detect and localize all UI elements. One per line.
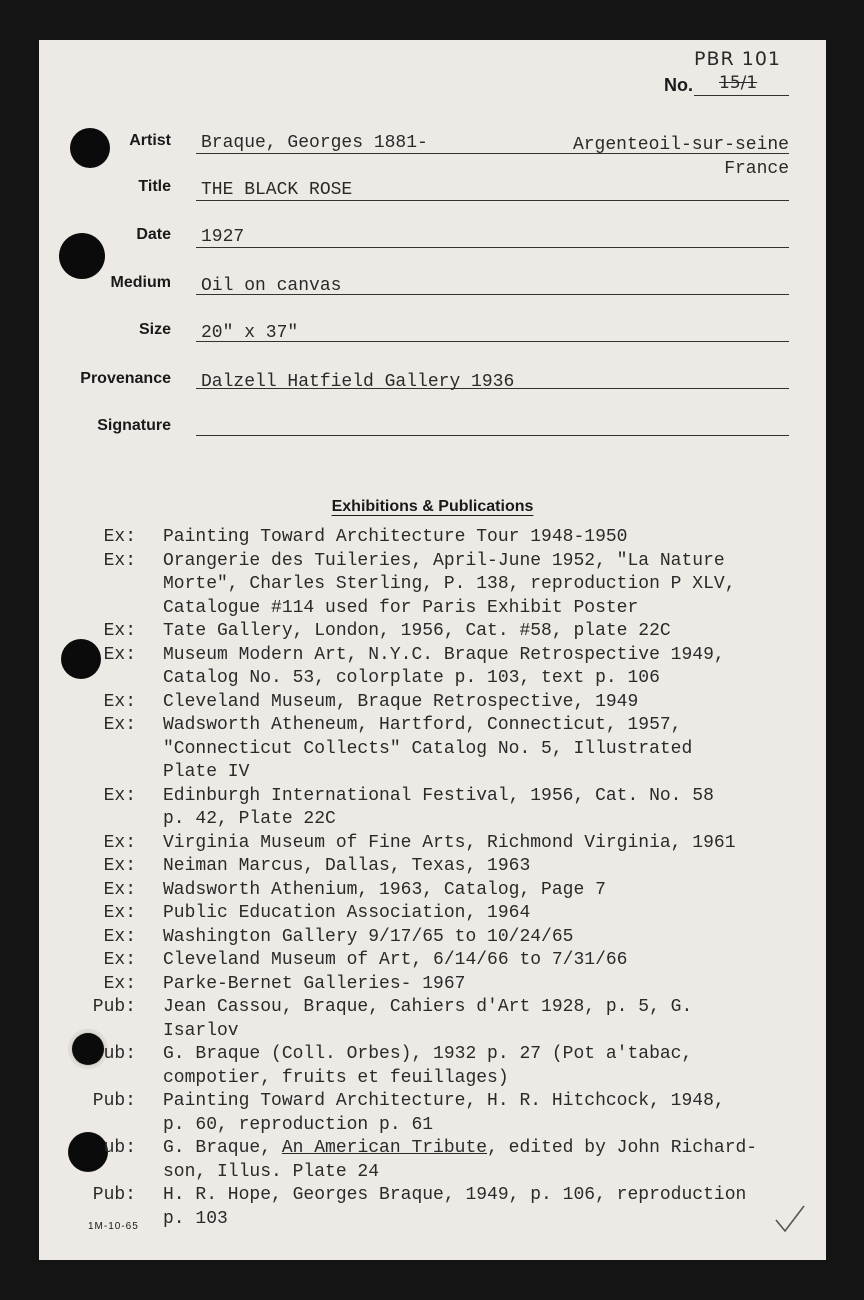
entry-prefix: Ex: [103,950,136,970]
entry-row-continuation [39,1162,826,1186]
entry-prefix: Ex: [103,879,136,900]
entry-row [39,715,826,739]
entry-row [39,1138,826,1162]
section-title: Exhibitions & Publications [331,498,534,515]
entry-prefix: Ex: [103,550,136,571]
entry-text: Painting Toward Architecture Tour 1948-1950 [163,527,628,547]
entry-prefix: Ex: [103,926,136,947]
entry-row-continuation [39,574,826,598]
entry-prefix: Ex: [103,715,136,735]
entry-row-continuation [39,762,826,786]
entry-text: Public Education Association, 1964 [163,903,531,923]
medium-label: Medium [110,274,171,291]
entry-text: Museum Modern Art, N.Y.C. Braque Retrospective 1949, [163,644,725,665]
entry-text: Cleveland Museum of Art, 6/14/66 to 7/31/66 [163,950,628,970]
entry-row [39,621,826,645]
card-number-label: No. [664,75,693,95]
card-number-current: PBR 101 [694,48,781,70]
entry-text: Parke-Bernet Galleries- 1967 [163,973,466,994]
entry-prefix: Ex: [103,903,136,923]
entry-text: p. 60, reproduction p. 61 [163,1114,434,1135]
size-label: Size [138,321,171,338]
entry-row-continuation [39,1021,826,1045]
entry-row [39,950,826,974]
check-mark-icon [773,1204,807,1234]
entry-text: son, Illus. Plate 24 [163,1161,380,1182]
entry-row-continuation [39,739,826,763]
entry-row-continuation [39,809,826,833]
entry-text: G. Braque (Coll. Orbes), 1932 p. 27 (Pot a'tabac, [163,1044,693,1064]
entry-text: p. 103 [163,1208,228,1229]
entry-prefix: Ex: [103,691,136,712]
entry-text: "Connecticut Collects" Catalog No. 5, Illustrated [163,738,693,759]
entry-prefix: Ex: [103,973,136,994]
entry-row-continuation [39,668,826,692]
provenance-rule [196,388,789,389]
entry-row-continuation [39,1068,826,1092]
date-label: Date [136,226,171,243]
entry-row [39,927,826,951]
entry-row [39,1044,826,1068]
entry-row-continuation [39,1209,826,1233]
entry-text: Edinburgh International Festival, 1956, Cat. No. 58 [163,785,714,806]
entry-text: Isarlov [163,1020,239,1041]
signature-rule [196,435,789,436]
entry-text: H. R. Hope, Georges Braque, 1949, p. 106, reproduction [163,1185,747,1205]
title-rule [196,200,789,201]
entry-prefix: Ex: [103,527,136,547]
entry-text: Plate IV [163,762,250,782]
entry-row [39,1091,826,1115]
entry-row [39,527,826,551]
entry-row [39,786,826,810]
entry-row [39,880,826,904]
entry-prefix: ub: [103,1044,136,1064]
entry-row [39,1185,826,1209]
entry-text: Wadsworth Atheneum, Hartford, Connecticut, 1957, [163,715,682,735]
size-value: 20" x 37" [201,323,299,343]
footer-code: 1M-10-65 [88,1221,139,1232]
provenance-value: Dalzell Hatfield Gallery 1936 [201,372,515,392]
card-number-rule [694,95,789,96]
entry-row [39,856,826,880]
medium-value: Oil on canvas [201,276,342,296]
medium-rule [196,294,789,295]
entry-text: Jean Cassou, Braque, Cahiers d'Art 1928, p. 5, G. [163,997,693,1017]
entry-prefix: Pub: [92,1185,136,1205]
entry-text: Catalogue #114 used for Paris Exhibit Poster [163,597,639,618]
date-rule [196,247,789,248]
entry-prefix: Pub: [92,997,136,1017]
size-rule [196,341,789,342]
artist-place-line1: Argenteoil-sur-seine [572,135,789,155]
entry-text: compotier, fruits et feuillages) [163,1067,509,1088]
entry-prefix: Ex: [103,644,136,665]
entry-row [39,645,826,669]
punch-hole [70,128,110,168]
entry-text: Catalog No. 53, colorplate p. 103, text p. 106 [163,668,660,688]
artist-label: Artist [129,132,171,149]
entry-text: Orangerie des Tuileries, April-June 1952, "La Nature [163,550,725,571]
entry-row [39,692,826,716]
entry-text: Tate Gallery, London, 1956, Cat. #58, plate 22C [163,621,671,641]
catalog-card [39,40,826,1260]
entry-prefix: Ex: [103,856,136,876]
entry-prefix: Ex: [103,832,136,853]
entry-text: Wadsworth Athenium, 1963, Catalog, Page 7 [163,879,606,900]
entry-text: p. 42, Plate 22C [163,809,336,829]
entry-text: Morte", Charles Sterling, P. 138, reproduction P XLV, [163,574,736,594]
entry-text: Virginia Museum of Fine Arts, Richmond Virginia, 1961 [163,832,736,853]
artist-value: Braque, Georges 1881- [201,133,428,153]
provenance-label: Provenance [80,370,171,387]
entry-text: G. Braque, An American Tribute, edited by John Richard- [163,1138,758,1158]
entry-row-continuation [39,598,826,622]
entry-prefix: Pub: [92,1091,136,1111]
date-value: 1927 [201,227,245,247]
entry-text: Washington Gallery 9/17/65 to 10/24/65 [163,926,574,947]
entry-row [39,551,826,575]
entry-prefix: Ex: [103,621,136,641]
artist-place-line2: France [724,159,789,179]
entry-prefix: ub: [103,1138,136,1158]
entry-text: Painting Toward Architecture, H. R. Hitchcock, 1948, [163,1091,725,1111]
title-value: THE BLACK ROSE [201,180,353,200]
entry-prefix: Ex: [103,785,136,806]
title-label: Title [138,178,171,195]
entry-row [39,903,826,927]
entry-row [39,997,826,1021]
artist-rule [196,153,789,154]
signature-label: Signature [97,417,171,434]
card-number-struck: 15/1 [719,73,758,93]
entry-text: Cleveland Museum, Braque Retrospective, 1949 [163,691,639,712]
punch-hole [59,233,105,279]
entry-row [39,833,826,857]
entry-text: Neiman Marcus, Dallas, Texas, 1963 [163,856,531,876]
entry-row [39,974,826,998]
entry-row-continuation [39,1115,826,1139]
